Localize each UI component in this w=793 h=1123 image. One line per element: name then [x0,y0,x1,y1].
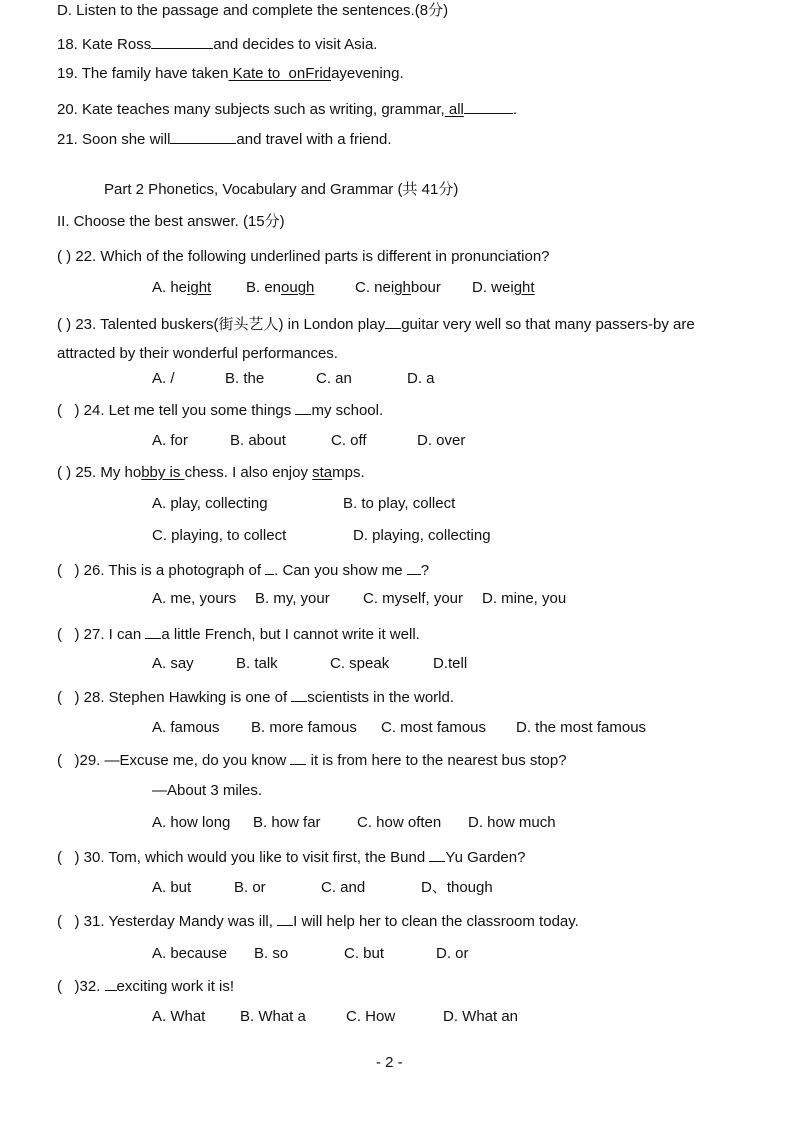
q28-text-after: scientists in the world. [307,689,455,706]
q24-option-c[interactable]: C. off [331,432,367,449]
q26-option-d[interactable]: D. mine, you [482,590,567,607]
q22-option-d[interactable] [472,280,535,295]
q18-answer-blank[interactable] [151,35,213,49]
q28-option-b[interactable]: B. more famous [251,719,357,736]
q31-option-d[interactable]: D. or [436,945,469,962]
q26-text-2: . Can you show me [274,562,407,579]
q22-a-underlined: ight [187,279,212,296]
q22-b-text: B. en [246,279,282,296]
q31-text-before: ( ) 31. Yesterday Mandy was ill, [57,913,278,930]
q32-option-c[interactable]: C. How [346,1008,396,1025]
q26-answer-blank-1[interactable] [265,561,274,575]
q28-text-before: ( ) 28. Stephen Hawking is one of [57,689,292,706]
q30-answer-blank[interactable] [429,848,445,862]
q26-option-c[interactable]: C. myself, your [363,590,464,607]
q22-c-text-after: bour [410,279,441,296]
q25-text-2: chess. I also enjoy [184,464,313,481]
q29-option-b[interactable]: B. how far [253,814,321,831]
q26-text-1: ( ) 26. This is a photograph of [57,562,266,579]
q19-text-after: ayevening. [331,65,404,82]
question-28-stem [57,688,454,705]
q21-text-after: and travel with a friend. [236,131,392,148]
question-24-stem [57,401,383,418]
q27-text-after: a little French, but I cannot write it well. [161,626,420,643]
question-23-stem-line2: attracted by their wonderful performances. [57,345,338,362]
section-d-heading: D. Listen to the passage and complete the sentences.(8分) [57,2,449,19]
q32-option-a[interactable]: A. What [152,1008,206,1025]
q21-answer-blank[interactable] [170,130,236,144]
q22-d-underlined: ght [513,279,535,296]
q32-answer-blank[interactable] [105,977,117,991]
q25-option-a[interactable]: A. play, collecting [152,495,268,512]
q25-text-1: ( ) 25. My ho [57,464,142,481]
q26-answer-blank-2[interactable] [407,561,421,575]
q24-text-before: ( ) 24. Let me tell you some things [57,402,296,419]
q19-text-before: 19. The family have taken [57,65,229,82]
q29-reply: —About 3 miles. [152,782,263,799]
q22-d-text: D. wei [472,279,514,296]
q29-option-c[interactable]: C. how often [357,814,442,831]
q23-answer-blank[interactable] [385,315,401,329]
q27-option-a[interactable]: A. say [152,655,194,672]
q20-text-before: 20. Kate teaches many subjects such as writing, grammar, [57,101,445,118]
q29-text-after: it is from here to the nearest bus stop? [306,752,567,769]
q31-option-c[interactable]: C. but [344,945,385,962]
q31-option-a[interactable]: A. because [152,945,228,962]
question-25-stem [57,465,365,480]
section-ii-heading: II. Choose the best answer. (15分) [57,213,285,230]
q21-text-before: 21. Soon she will [57,131,171,148]
question-20 [57,100,517,117]
q25-option-b[interactable]: B. to play, collect [343,495,456,512]
q22-b-underlined: ough [281,279,315,296]
q30-text-after: Yu Garden? [445,849,526,866]
q28-option-c[interactable]: C. most famous [381,719,487,736]
q26-option-b[interactable]: B. my, your [255,590,330,607]
q24-answer-blank[interactable] [295,401,311,415]
question-32-stem [57,977,234,994]
question-29-stem [57,751,567,768]
q25-underlined-1: bby is [141,464,185,481]
q25-underlined-2: sta [312,464,333,481]
q26-text-3: ? [420,562,430,579]
question-22-stem: ( ) 22. Which of the following underlined parts is different in pronunciation? [57,248,550,265]
q22-option-b[interactable] [246,280,314,295]
q30-option-d[interactable]: D、though [421,879,493,896]
q28-option-a[interactable]: A. famous [152,719,220,736]
question-26-stem [57,561,429,578]
q25-text-3: mps. [332,464,365,481]
q28-option-d[interactable]: D. the most famous [516,719,647,736]
question-23-stem [57,315,695,332]
q23-option-b[interactable]: B. the [225,370,265,387]
q30-option-b[interactable]: B. or [234,879,266,896]
q23-option-d[interactable]: D. a [407,370,435,387]
q30-option-c[interactable]: C. and [321,879,366,896]
q24-option-a[interactable]: A. for [152,432,188,449]
q23-text-after: guitar very well so that many passers-by are [401,316,695,333]
question-30-stem [57,848,525,865]
q26-option-a[interactable]: A. me, yours [152,590,237,607]
q29-answer-blank[interactable] [290,751,306,765]
q22-c-underlined: gh [394,279,411,296]
q28-answer-blank[interactable] [291,688,307,702]
q32-option-b[interactable]: B. What a [240,1008,306,1025]
q24-option-d[interactable]: D. over [417,432,466,449]
q23-option-c[interactable]: C. an [316,370,352,387]
q31-option-b[interactable]: B. so [254,945,289,962]
q20-answer-underlined: all [444,101,464,118]
q30-option-a[interactable]: A. but [152,879,192,896]
q25-option-c[interactable]: C. playing, to collect [152,527,287,544]
question-19 [57,66,404,81]
q18-text-before: 18. Kate Ross [57,36,152,53]
q27-option-b[interactable]: B. talk [236,655,278,672]
q27-option-d[interactable]: D.tell [433,655,468,672]
q27-option-c[interactable]: C. speak [330,655,390,672]
q27-text-before: ( ) 27. I can [57,626,146,643]
q22-a-text: A. he [152,279,188,296]
q22-c-text: C. nei [355,279,395,296]
question-18 [57,35,377,52]
q27-answer-blank[interactable] [145,625,161,639]
q20-answer-blank[interactable] [464,100,513,114]
q25-option-d[interactable]: D. playing, collecting [353,527,491,544]
q32-text-after: exciting work it is! [116,978,235,995]
q30-text-before: ( ) 30. Tom, which would you like to visit first, the Bund [57,849,430,866]
q23-option-a[interactable]: A. / [152,370,175,387]
q31-text-after: I will help her to clean the classroom today. [293,913,579,930]
question-31-stem [57,912,579,929]
q29-option-a[interactable]: A. how long [152,814,231,831]
q24-option-b[interactable]: B. about [230,432,286,449]
q32-text-before: ( )32. [57,978,105,995]
page-number: - 2 - [376,1054,403,1071]
q31-answer-blank[interactable] [277,912,293,926]
q24-text-after: my school. [311,402,384,419]
q29-option-d[interactable]: D. how much [468,814,556,831]
q32-option-d[interactable]: D. What an [443,1008,519,1025]
q22-option-c[interactable] [355,280,441,295]
q19-answer-underlined: Kate to onFrid [228,65,332,82]
part2-title: Part 2 Phonetics, Vocabulary and Grammar (共 41分) [104,181,459,198]
q18-text-after: and decides to visit Asia. [213,36,378,53]
q20-text-after: . [512,101,518,118]
question-27-stem [57,625,420,642]
q23-text-before: ( ) 23. Talented buskers(街头艺人) in London play [57,316,386,333]
q22-option-a[interactable] [152,280,211,295]
question-21 [57,130,392,147]
q29-text-before: ( )29. —Excuse me, do you know [57,752,291,769]
